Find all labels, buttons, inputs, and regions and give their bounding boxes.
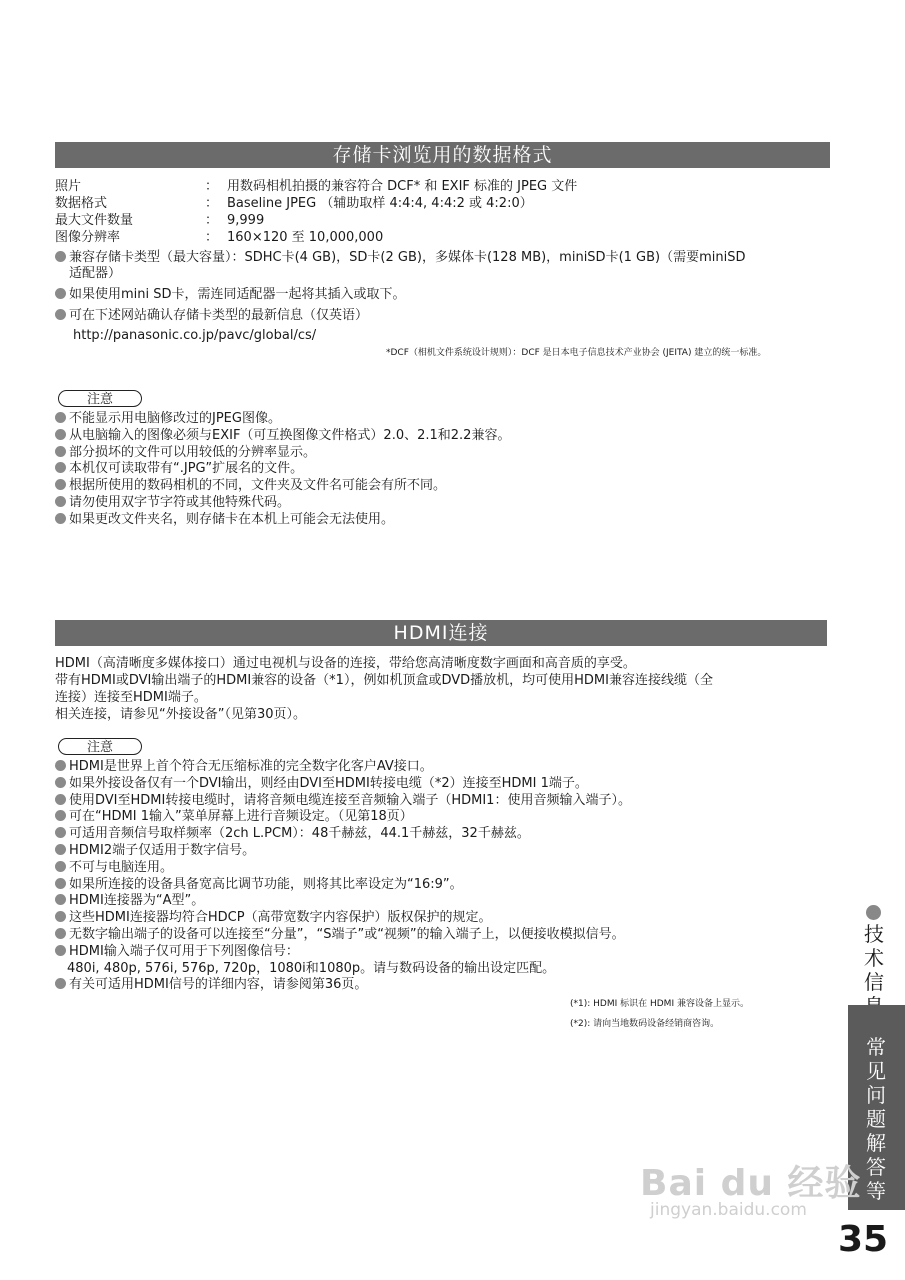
- spec-table: [55, 178, 577, 246]
- bullet-website: 可在下述网站确认存储卡类型的最新信息（仅英语）: [55, 307, 368, 324]
- footnote-2: (*2): 请向当地数码设备经销商咨询。: [570, 1019, 720, 1029]
- list-item: 本机仅可读取带有“.JPG”扩展名的文件。: [55, 461, 510, 478]
- website-link[interactable]: http://panasonic.co.jp/pavc/global/cs/: [73, 328, 317, 343]
- section-title-hdmi: HDMI连接: [55, 620, 827, 646]
- hdmi-intro-3: 连接）连接至HDMI端子。: [55, 690, 207, 705]
- list-item: 不能显示用电脑修改过的JPEG图像。: [55, 411, 510, 428]
- section-title-memory-card-format: 存储卡浏览用的数据格式: [55, 142, 830, 168]
- note-list-1: [55, 411, 510, 529]
- list-item: HDMI2端子仅适用于数字信号。: [55, 843, 631, 860]
- spec-row-max-files: 最大文件数量 ： 9,999: [55, 213, 265, 228]
- list-item: 请勿使用双字节字符或其他特殊代码。: [55, 495, 510, 512]
- page-number: 35: [838, 1219, 889, 1260]
- hdmi-intro-4: 相关连接，请参见“外接设备”（见第30页）。: [55, 707, 307, 722]
- bullet-card-types: 兼容存储卡类型（最大容量）：SDHC卡(4 GB)，SD卡(2 GB)，多媒体卡(128 MB)，miniSD卡(1 GB)（需要miniSD: [55, 249, 746, 266]
- list-item: HDMI是世界上首个符合无压缩标准的完全数字化客户AV接口。: [55, 759, 631, 776]
- list-item: 不可与电脑连用。: [55, 860, 631, 877]
- watermark-url: jingyan.baidu.com: [650, 1200, 807, 1220]
- footnote-1: (*1): HDMI 标识在 HDMI 兼容设备上显示。: [570, 999, 749, 1009]
- watermark-brand: Bai du 经验: [640, 1163, 862, 1204]
- list-item: 无数字输出端子的设备可以连接至“分量”，“S端子”或“视频”的输入端子上，以便接收模拟信号。: [55, 927, 631, 944]
- side-dot-icon: [866, 905, 881, 920]
- note-list-2: [55, 759, 631, 994]
- list-item: 如果所连接的设备具备宽高比调节功能，则将其比率设定为“16:9”。: [55, 877, 631, 894]
- list-item: 这些HDMI连接器均符合HDCP（高带宽数字内容保护）版权保护的规定。: [55, 910, 631, 927]
- bullet-icon: [55, 288, 66, 299]
- side-tab-tech-info[interactable]: 技术信: [864, 922, 884, 994]
- note-label-1: 注意: [58, 390, 142, 407]
- list-item: HDMI连接器为“A型”。: [55, 893, 631, 910]
- list-item: HDMI输入端子仅可用于下列图像信号：: [55, 944, 631, 961]
- list-item: 从电脑输入的图像必须与EXIF（可互换图像文件格式）2.0、2.1和2.2兼容。: [55, 428, 510, 445]
- bullet-icon: [55, 309, 66, 320]
- bullet-icon: [55, 251, 66, 262]
- side-tab-faq: 常见问题解答等: [866, 1035, 886, 1203]
- spec-row-format: 数据格式 ： Baseline JPEG （辅助取样 4:4:4, 4:4:2 或 4:2:0）: [55, 196, 533, 211]
- list-item: 如果外接设备仅有一个DVI输出，则经由DVI至HDMI转接电缆（*2）连接至HDMI 1端子。: [55, 776, 631, 793]
- hdmi-intro-1: HDMI（高清晰度多媒体接口）通过电视机与设备的连接，带给您高清晰度数字画面和高音质的享受。: [55, 656, 636, 671]
- list-item: 如果更改文件夹名，则存储卡在本机上可能会无法使用。: [55, 512, 510, 529]
- bullet-card-types-cont: 适配器）: [69, 266, 122, 281]
- bullet-minisd: 如果使用mini SD卡，需连同适配器一起将其插入或取下。: [55, 286, 406, 303]
- dcf-footnote: *DCF（相机文件系统设计规则）：DCF 是日本电子信息技术产业协会 (JEITA) 建立的统一标准。: [386, 348, 767, 358]
- list-item: 有关可适用HDMI信号的详细内容，请参阅第36页。: [55, 977, 631, 994]
- list-item: 使用DVI至HDMI转接电缆时，请将音频电缆连接至音频输入端子（HDMI1：使用音频输入端子）。: [55, 793, 631, 810]
- note-label-2: 注意: [58, 738, 142, 755]
- list-item: 可适用音频信号取样频率（2ch L.PCM）：48千赫兹，44.1千赫兹，32千赫兹。: [55, 826, 631, 843]
- hdmi-intro-2: 带有HDMI或DVI输出端子的HDMI兼容的设备（*1），例如机顶盒或DVD播放机，均可使用HDMI兼容连接线缆（全: [55, 673, 713, 688]
- list-item: 部分损坏的文件可以用较低的分辨率显示。: [55, 445, 510, 462]
- list-item-indent: 480i, 480p, 576i, 576p, 720p，1080i和1080p。请与数码设备的输出设定匹配。: [67, 960, 556, 976]
- spec-row-photo: 照片 ： 用数码相机拍摄的兼容符合 DCF* 和 EXIF 标准的 JPEG 文件: [55, 179, 578, 194]
- list-item: 根据所使用的数码相机的不同，文件夹及文件名可能会有所不同。: [55, 478, 510, 495]
- spec-row-resolution: 图像分辨率 ： 160×120 至 10,000,000: [55, 230, 384, 245]
- list-item: 可在“HDMI 1输入”菜单屏幕上进行音频设定。（见第18页）: [55, 809, 631, 826]
